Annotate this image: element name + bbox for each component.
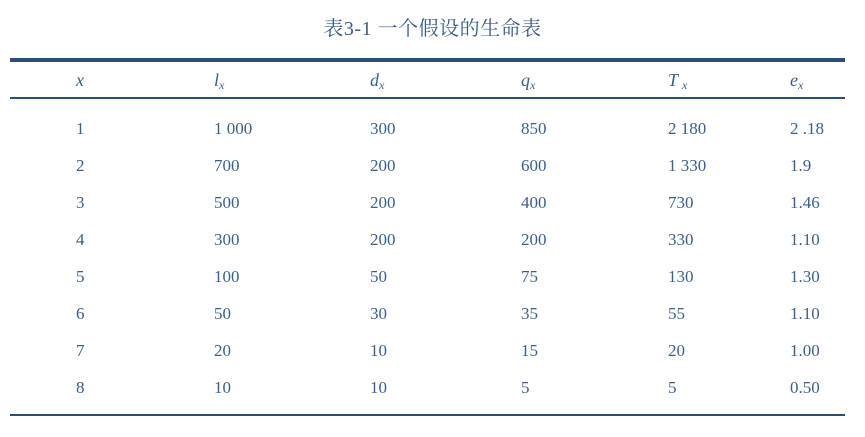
header-col-lx — [214, 70, 224, 95]
table-cell-col-x: 7 — [76, 341, 85, 360]
table-cell-col-lx: 700 — [214, 156, 240, 175]
table-cell-col-dx: 10 — [370, 378, 387, 397]
table-cell-col-ex: 0.50 — [790, 378, 820, 397]
header-subscript: x — [530, 78, 536, 92]
table-cell-col-qx: 600 — [521, 156, 547, 175]
table-cell-col-dx: 50 — [370, 267, 387, 286]
table-cell-col-tx: 1 330 — [668, 156, 707, 175]
header-subscript: x — [682, 78, 688, 92]
table-cell-col-lx: 300 — [214, 230, 240, 249]
table-cell-col-qx: 850 — [521, 119, 547, 138]
table-cell-col-x: 6 — [76, 304, 85, 323]
header-rule — [10, 97, 845, 99]
table-cell-col-x: 2 — [76, 156, 85, 175]
table-cell-col-dx: 30 — [370, 304, 387, 323]
header-subscript: x — [798, 78, 804, 92]
header-subscript: x — [219, 78, 225, 92]
header-subscript: x — [379, 78, 385, 92]
table-cell-col-qx: 15 — [521, 341, 538, 360]
header-symbol: l — [214, 70, 220, 90]
table-cell-col-x: 3 — [76, 193, 85, 212]
table-cell-col-qx: 400 — [521, 193, 547, 212]
table-cell-col-lx: 10 — [214, 378, 231, 397]
table-cell-col-tx: 730 — [668, 193, 694, 212]
table-cell-col-ex: 1.9 — [790, 156, 812, 175]
top-rule — [10, 58, 845, 62]
table-cell-col-qx: 35 — [521, 304, 538, 323]
table-cell-col-dx: 200 — [370, 156, 396, 175]
header-col-ex — [790, 70, 803, 95]
table-cell-col-lx: 500 — [214, 193, 240, 212]
table-cell-col-dx: 200 — [370, 230, 396, 249]
table-cell-col-ex: 2 .18 — [790, 119, 824, 138]
table-cell-col-x: 4 — [76, 230, 85, 249]
table-caption: 表3-1 一个假设的生命表 — [323, 18, 542, 40]
header-col-qx — [521, 70, 535, 95]
table-cell-col-dx: 300 — [370, 119, 396, 138]
header-symbol: e — [790, 70, 798, 90]
table-cell-col-ex: 1.30 — [790, 267, 820, 286]
table-cell-col-ex: 1.10 — [790, 230, 820, 249]
table-cell-col-tx: 55 — [668, 304, 685, 323]
table-cell-col-lx: 1 000 — [214, 119, 253, 138]
table-cell-col-ex: 1.46 — [790, 193, 820, 212]
header-col-x — [76, 70, 84, 90]
header-col-dx — [370, 70, 384, 95]
header-symbol: q — [521, 70, 530, 90]
table-cell-col-lx: 100 — [214, 267, 240, 286]
table-cell-col-x: 1 — [76, 119, 85, 138]
table-cell-col-ex: 1.10 — [790, 304, 820, 323]
table-cell-col-tx: 130 — [668, 267, 694, 286]
table-cell-col-x: 8 — [76, 378, 85, 397]
header-col-tx — [668, 70, 687, 95]
table-cell-col-qx: 200 — [521, 230, 547, 249]
table-cell-col-qx: 75 — [521, 267, 538, 286]
table-cell-col-lx: 50 — [214, 304, 231, 323]
table-cell-col-qx: 5 — [521, 378, 530, 397]
table-cell-col-tx: 330 — [668, 230, 694, 249]
table-cell-col-tx: 20 — [668, 341, 685, 360]
header-symbol: d — [370, 70, 379, 90]
header-symbol: T — [668, 70, 679, 90]
table-cell-col-ex: 1.00 — [790, 341, 820, 360]
table-cell-col-x: 5 — [76, 267, 85, 286]
header-symbol: x — [76, 70, 84, 90]
table-cell-col-lx: 20 — [214, 341, 231, 360]
table-cell-col-dx: 10 — [370, 341, 387, 360]
bottom-rule — [10, 414, 845, 416]
table-cell-col-dx: 200 — [370, 193, 396, 212]
table-cell-col-tx: 2 180 — [668, 119, 707, 138]
table-cell-col-tx: 5 — [668, 378, 677, 397]
